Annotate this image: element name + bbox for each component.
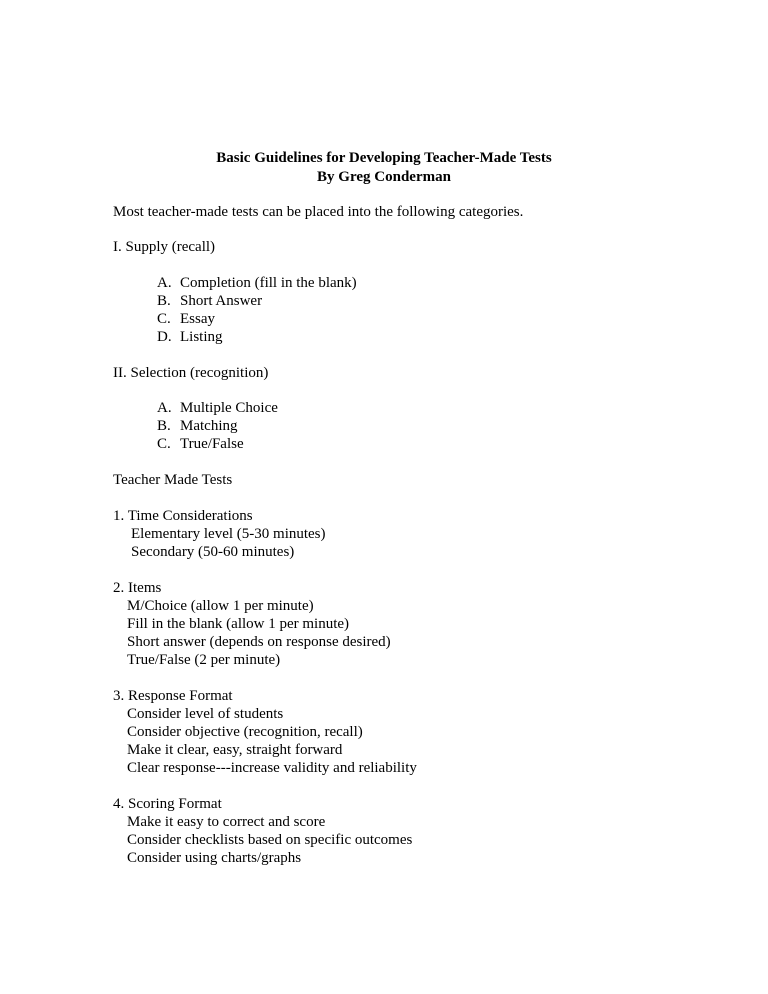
section-title: 4. Scoring Format: [113, 796, 222, 812]
list-item: Short Answer: [180, 293, 263, 309]
list-item: True/False: [180, 436, 244, 452]
section-heading: Teacher Made Tests: [113, 472, 233, 488]
list-item: Multiple Choice: [180, 400, 278, 416]
section-line: Consider level of students: [127, 706, 284, 722]
intro-text: Most teacher-made tests can be placed into the following categories.: [113, 204, 524, 220]
section-line: True/False (2 per minute): [127, 652, 281, 668]
category-heading: II. Selection (recognition): [113, 365, 269, 381]
list-letter: B.: [157, 293, 171, 309]
section-title: 2. Items: [113, 580, 162, 596]
list-item: Listing: [180, 329, 223, 345]
section-line: Short answer (depends on response desired): [127, 634, 391, 650]
document-title: Basic Guidelines for Developing Teacher-Made Tests: [216, 150, 552, 166]
list-letter: A.: [157, 275, 172, 291]
section-title: 3. Response Format: [113, 688, 233, 704]
list-letter: A.: [157, 400, 172, 416]
section-line: Secondary (50-60 minutes): [131, 544, 295, 560]
section-title: 1. Time Considerations: [113, 508, 253, 524]
list-letter: C.: [157, 311, 171, 327]
list-letter: C.: [157, 436, 171, 452]
list-letter: D.: [157, 329, 172, 345]
document-author: By Greg Conderman: [317, 169, 451, 185]
list-letter: B.: [157, 418, 171, 434]
list-item: Matching: [180, 418, 238, 434]
section-line: M/Choice (allow 1 per minute): [127, 598, 314, 614]
section-line: Fill in the blank (allow 1 per minute): [127, 616, 350, 632]
section-line: Elementary level (5-30 minutes): [131, 526, 326, 542]
section-line: Consider objective (recognition, recall): [127, 724, 363, 740]
section-line: Consider checklists based on specific outcomes: [127, 832, 413, 848]
list-item: Completion (fill in the blank): [180, 275, 357, 291]
section-line: Consider using charts/graphs: [127, 850, 302, 866]
list-item: Essay: [180, 311, 215, 327]
section-line: Clear response---increase validity and reliability: [127, 760, 417, 776]
category-heading: I. Supply (recall): [113, 239, 216, 255]
section-line: Make it clear, easy, straight forward: [127, 742, 343, 758]
section-line: Make it easy to correct and score: [127, 814, 326, 830]
